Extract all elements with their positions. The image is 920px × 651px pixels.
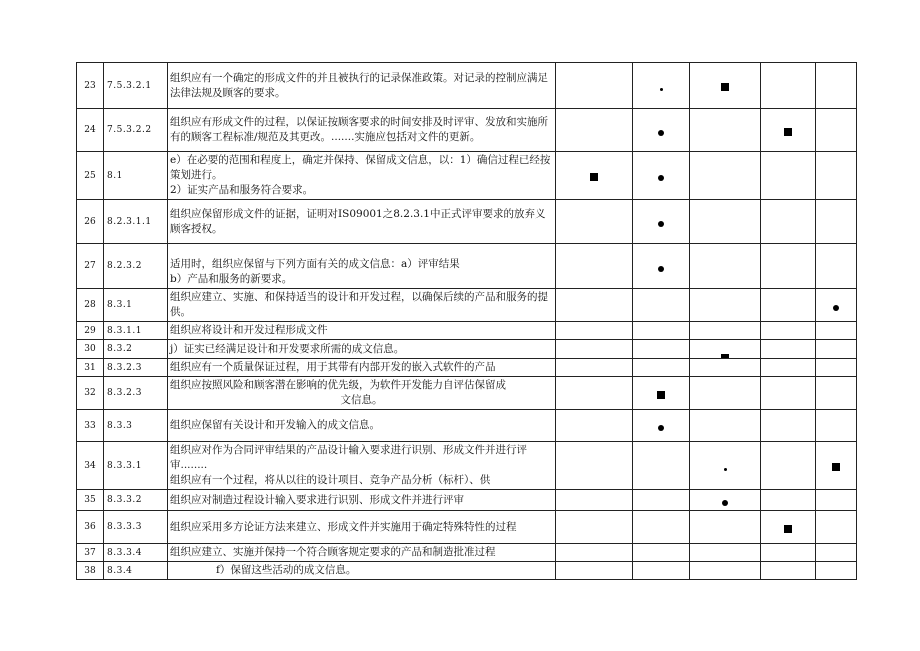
requirement-text bbox=[168, 200, 556, 244]
mark-cell-col3 bbox=[633, 490, 690, 511]
mark-cell-col6 bbox=[816, 152, 857, 200]
dot-marker-icon bbox=[658, 266, 664, 272]
mark-cell-col4 bbox=[690, 244, 761, 289]
row-number: 37 bbox=[77, 544, 104, 562]
table-row bbox=[77, 340, 857, 359]
requirement-line: 适用时，组织应保留与下列方面有关的成文信息：a）评审结果 bbox=[170, 258, 460, 270]
dot-marker-icon bbox=[658, 221, 664, 227]
clause-number: 8.3.3.4 bbox=[104, 544, 168, 562]
row-number: 36 bbox=[77, 511, 104, 544]
dot-marker-icon bbox=[660, 88, 663, 91]
mark-cell-col2 bbox=[556, 244, 633, 289]
requirement-line: 组织应建立、实施、和保持适当的设计和开发过程，以确保后续的产品和服务的提供。 bbox=[170, 291, 548, 318]
mark-cell-col6 bbox=[816, 490, 857, 511]
mark-cell-col4 bbox=[690, 152, 761, 200]
mark-cell-col2 bbox=[556, 109, 633, 152]
requirements-table bbox=[76, 62, 857, 580]
mark-cell-col6 bbox=[816, 511, 857, 544]
mark-cell-col2 bbox=[556, 63, 633, 109]
mark-cell-col5 bbox=[761, 109, 816, 152]
requirement-text bbox=[168, 322, 556, 340]
requirement-line: 2）证实产品和服务符合要求。 bbox=[170, 184, 314, 196]
mark-cell-col4 bbox=[690, 562, 761, 580]
clause-number: 8.3.2 bbox=[104, 340, 168, 359]
mark-cell-col4 bbox=[690, 359, 761, 377]
requirement-line: 组织应将设计和开发过程形成文件 bbox=[170, 324, 328, 336]
mark-cell-col6 bbox=[816, 63, 857, 109]
dot-marker-icon bbox=[658, 130, 664, 136]
table-row bbox=[77, 109, 857, 152]
clause-number: 8.3.2.3 bbox=[104, 377, 168, 410]
clause-number: 8.3.3.3 bbox=[104, 511, 168, 544]
mark-cell-col5 bbox=[761, 562, 816, 580]
mark-cell-col2 bbox=[556, 152, 633, 200]
mark-cell-col2 bbox=[556, 289, 633, 322]
clause-number: 8.2.3.2 bbox=[104, 244, 168, 289]
requirement-text bbox=[168, 562, 556, 580]
mark-cell-col5 bbox=[761, 289, 816, 322]
requirement-text bbox=[168, 109, 556, 152]
clause-number: 7.5.3.2.1 bbox=[104, 63, 168, 109]
requirement-text bbox=[168, 340, 556, 359]
mark-cell-col3 bbox=[633, 562, 690, 580]
requirement-line: f）保留这些活动的成文信息。 bbox=[216, 564, 357, 576]
mark-cell-col4 bbox=[690, 511, 761, 544]
requirement-line: e）在必要的范围和程度上，确定并保持、保留成文信息，以：1）确信过程已经按策划进行。 bbox=[170, 154, 551, 181]
row-number: 38 bbox=[77, 562, 104, 580]
requirement-line: 组织应有一个确定的形成文件的并且被执行的记录保准政策。对记录的控制应满足法律法规及顾客的要求。 bbox=[170, 71, 548, 99]
mark-cell-col4 bbox=[690, 490, 761, 511]
mark-cell-col3 bbox=[633, 511, 690, 544]
mark-cell-col3 bbox=[633, 109, 690, 152]
square-marker-icon bbox=[832, 463, 840, 471]
mark-cell-col6 bbox=[816, 544, 857, 562]
requirement-line: 组织应对作为合同评审结果的产品设计输入要求进行识别、形成文件并进行评审........ bbox=[170, 444, 527, 471]
mark-cell-col3 bbox=[633, 377, 690, 410]
dot-marker-icon bbox=[722, 500, 728, 506]
mark-cell-col3 bbox=[633, 152, 690, 200]
mark-cell-col3 bbox=[633, 410, 690, 442]
mark-cell-col3 bbox=[633, 322, 690, 340]
mark-cell-col3 bbox=[633, 442, 690, 490]
mark-cell-col4 bbox=[690, 289, 761, 322]
mark-cell-col4 bbox=[690, 544, 761, 562]
requirement-line: 组织应有一个过程，将从以往的设计项目、竞争产品分析（标杆）、供 bbox=[170, 474, 491, 486]
row-number: 28 bbox=[77, 289, 104, 322]
mark-cell-col6 bbox=[816, 562, 857, 580]
requirement-line: 组织应建立、实施并保持一个符合顾客规定要求的产品和制造批准过程 bbox=[170, 546, 496, 558]
mark-cell-col2 bbox=[556, 340, 633, 359]
mark-cell-col2 bbox=[556, 442, 633, 490]
clause-number: 8.3.1 bbox=[104, 289, 168, 322]
table-row bbox=[77, 244, 857, 289]
square-marker-icon bbox=[784, 525, 792, 533]
table-row bbox=[77, 490, 857, 511]
mark-cell-col4 bbox=[690, 109, 761, 152]
mark-cell-col5 bbox=[761, 200, 816, 244]
mark-cell-col2 bbox=[556, 322, 633, 340]
requirement-text bbox=[168, 289, 556, 322]
mark-cell-col2 bbox=[556, 544, 633, 562]
mark-cell-col3 bbox=[633, 63, 690, 109]
requirement-line: 组织应有形成文件的过程，以保证按顾客要求的时间安排及时评审、发放和实施所有的顾客工程标准/规范及其更改。.......实施应包括对文件的更新。 bbox=[170, 116, 548, 143]
row-number: 29 bbox=[77, 322, 104, 340]
requirement-text bbox=[168, 544, 556, 562]
table-row bbox=[77, 289, 857, 322]
requirement-text bbox=[168, 410, 556, 442]
table-row bbox=[77, 377, 857, 410]
table-row bbox=[77, 544, 857, 562]
mark-cell-col6 bbox=[816, 359, 857, 377]
table-row bbox=[77, 200, 857, 244]
requirement-line: 组织应按照风险和顾客潜在影响的优先级，为软件开发能力自评估保留成 bbox=[170, 379, 506, 391]
mark-cell-col2 bbox=[556, 511, 633, 544]
mark-cell-col2 bbox=[556, 562, 633, 580]
dot-marker-icon bbox=[658, 425, 664, 431]
mark-cell-col6 bbox=[816, 377, 857, 410]
requirement-text bbox=[168, 244, 556, 289]
clause-number: 8.3.3 bbox=[104, 410, 168, 442]
mark-cell-col5 bbox=[761, 340, 816, 359]
clause-number: 8.3.3.1 bbox=[104, 442, 168, 490]
row-number: 31 bbox=[77, 359, 104, 377]
mark-cell-col5 bbox=[761, 511, 816, 544]
mark-cell-col3 bbox=[633, 244, 690, 289]
mark-cell-col6 bbox=[816, 109, 857, 152]
mark-cell-col2 bbox=[556, 410, 633, 442]
row-number: 23 bbox=[77, 63, 104, 109]
table-row bbox=[77, 562, 857, 580]
mark-cell-col2 bbox=[556, 377, 633, 410]
mark-cell-col4 bbox=[690, 442, 761, 490]
mark-cell-col5 bbox=[761, 322, 816, 340]
table-row bbox=[77, 322, 857, 340]
square-marker-icon bbox=[721, 83, 729, 91]
requirement-text bbox=[168, 377, 556, 410]
clause-number: 8.3.2.3 bbox=[104, 359, 168, 377]
mark-cell-col4 bbox=[690, 200, 761, 244]
clause-number: 8.2.3.1.1 bbox=[104, 200, 168, 244]
requirements-table-container bbox=[76, 62, 856, 580]
requirement-text bbox=[168, 359, 556, 377]
dot-marker-icon bbox=[724, 468, 727, 471]
requirement-text bbox=[168, 511, 556, 544]
table-row bbox=[77, 359, 857, 377]
requirement-line: 组织应有一个质量保证过程，用于其带有内部开发的嵌入式软件的产品 bbox=[170, 361, 496, 373]
row-number: 33 bbox=[77, 410, 104, 442]
table-row bbox=[77, 511, 857, 544]
row-number: 25 bbox=[77, 152, 104, 200]
requirement-line: 文信息。 bbox=[340, 394, 383, 406]
row-number: 32 bbox=[77, 377, 104, 410]
requirement-line: j）证实已经满足设计和开发要求所需的成文信息。 bbox=[170, 342, 405, 355]
mark-cell-col5 bbox=[761, 63, 816, 109]
requirement-text bbox=[168, 442, 556, 490]
mark-cell-col2 bbox=[556, 359, 633, 377]
row-number: 26 bbox=[77, 200, 104, 244]
mark-cell-col6 bbox=[816, 200, 857, 244]
requirement-line: 组织应采用多方论证方法来建立、形成文件并实施用于确定特殊特性的过程 bbox=[170, 520, 517, 533]
mark-cell-col5 bbox=[761, 359, 816, 377]
dot-marker-icon bbox=[658, 175, 664, 181]
mark-cell-col3 bbox=[633, 200, 690, 244]
mark-cell-col2 bbox=[556, 200, 633, 244]
mark-cell-col6 bbox=[816, 244, 857, 289]
clause-number: 8.3.1.1 bbox=[104, 322, 168, 340]
mark-cell-col3 bbox=[633, 289, 690, 322]
requirement-line: 组织应保留有关设计和开发输入的成文信息。 bbox=[170, 419, 380, 431]
requirement-line: 组织应对制造过程设计输入要求进行识别、形成文件并进行评审 bbox=[170, 493, 464, 506]
square-marker-icon bbox=[590, 173, 598, 181]
mark-cell-col6 bbox=[816, 410, 857, 442]
mark-cell-col6 bbox=[816, 322, 857, 340]
square-marker-icon bbox=[721, 354, 729, 358]
mark-cell-col5 bbox=[761, 442, 816, 490]
row-number: 30 bbox=[77, 340, 104, 359]
clause-number: 7.5.3.2.2 bbox=[104, 109, 168, 152]
requirement-text bbox=[168, 63, 556, 109]
table-row bbox=[77, 442, 857, 490]
mark-cell-col6 bbox=[816, 442, 857, 490]
dot-marker-icon bbox=[833, 305, 839, 311]
mark-cell-col6 bbox=[816, 289, 857, 322]
mark-cell-col5 bbox=[761, 490, 816, 511]
mark-cell-col2 bbox=[556, 490, 633, 511]
square-marker-icon bbox=[784, 128, 792, 136]
table-row bbox=[77, 63, 857, 109]
mark-cell-col4 bbox=[690, 322, 761, 340]
clause-number: 8.1 bbox=[104, 152, 168, 200]
mark-cell-col5 bbox=[761, 377, 816, 410]
row-number: 24 bbox=[77, 109, 104, 152]
requirement-line: b）产品和服务的新要求。 bbox=[170, 273, 293, 285]
mark-cell-col5 bbox=[761, 244, 816, 289]
mark-cell-col4 bbox=[690, 410, 761, 442]
mark-cell-col5 bbox=[761, 544, 816, 562]
mark-cell-col3 bbox=[633, 359, 690, 377]
mark-cell-col4 bbox=[690, 340, 761, 359]
row-number: 27 bbox=[77, 244, 104, 289]
requirement-line: 组织应保留形成文件的证据，证明对IS09001之8.2.3.1中正式评审要求的放弃义顾客授权。 bbox=[170, 207, 546, 235]
mark-cell-col5 bbox=[761, 152, 816, 200]
mark-cell-col4 bbox=[690, 63, 761, 109]
row-number: 35 bbox=[77, 490, 104, 511]
mark-cell-col3 bbox=[633, 340, 690, 359]
requirement-text bbox=[168, 152, 556, 200]
mark-cell-col3 bbox=[633, 544, 690, 562]
square-marker-icon bbox=[657, 391, 665, 399]
table-row bbox=[77, 410, 857, 442]
clause-number: 8.3.4 bbox=[104, 562, 168, 580]
clause-number: 8.3.3.2 bbox=[104, 490, 168, 511]
mark-cell-col6 bbox=[816, 340, 857, 359]
requirement-text bbox=[168, 490, 556, 511]
row-number: 34 bbox=[77, 442, 104, 490]
mark-cell-col5 bbox=[761, 410, 816, 442]
mark-cell-col4 bbox=[690, 377, 761, 410]
table-row bbox=[77, 152, 857, 200]
